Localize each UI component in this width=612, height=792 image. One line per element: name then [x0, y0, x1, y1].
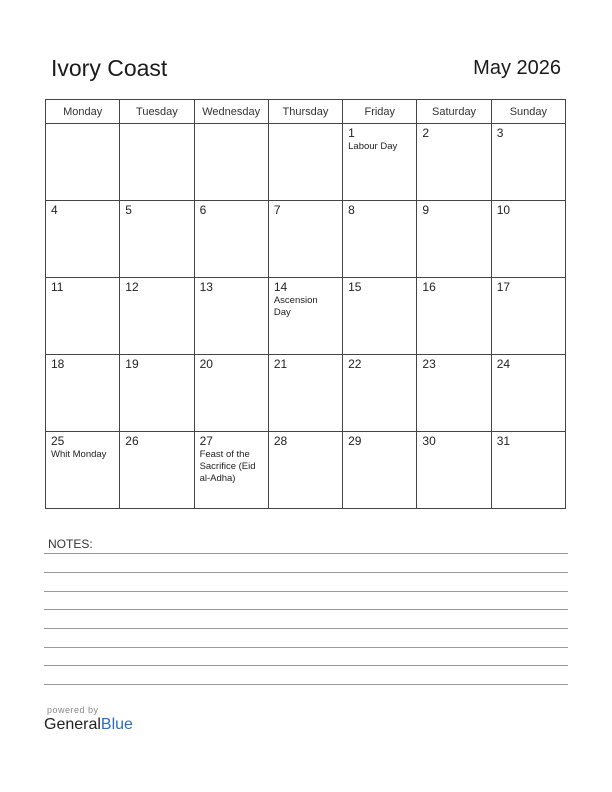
day-cell: [491, 278, 565, 355]
day-number: 25: [51, 434, 65, 448]
weekday-thursday: Thursday: [268, 100, 342, 124]
day-number: 7: [273, 203, 281, 217]
day-number: 22: [348, 357, 362, 371]
note-line: [44, 628, 568, 629]
note-line: [44, 553, 568, 554]
day-number: 17: [496, 280, 511, 294]
day-cell: [194, 355, 268, 432]
weekday-header-row: [46, 100, 566, 124]
note-line: [44, 572, 568, 573]
day-number: 19: [125, 357, 139, 371]
notes-label: NOTES:: [48, 537, 93, 551]
day-cell: [417, 432, 491, 509]
day-cell: [46, 432, 120, 509]
calendar-grid: [45, 99, 566, 509]
day-number: 8: [348, 203, 355, 217]
day-cell: [268, 278, 342, 355]
day-number: 24: [496, 357, 511, 371]
brand-blue: Blue: [100, 716, 133, 733]
day-number: 16: [422, 280, 436, 294]
weekday-wednesday: Wednesday: [194, 100, 268, 124]
powered-by-text: powered by: [47, 705, 99, 715]
day-number: 18: [51, 357, 65, 371]
day-cell: [268, 201, 342, 278]
day-number: 26: [125, 434, 139, 448]
weekday-friday: Friday: [343, 100, 417, 124]
day-number: 11: [51, 280, 64, 294]
note-line: [44, 684, 568, 685]
note-line: [44, 609, 568, 610]
day-number: 5: [125, 203, 132, 217]
week-row: [46, 124, 566, 201]
day-number: 1: [348, 126, 355, 140]
weekday-tuesday: Tuesday: [120, 100, 194, 124]
weekday-monday: Monday: [46, 100, 120, 124]
holiday-label: Ascension Day: [273, 295, 318, 318]
day-cell: [194, 124, 268, 201]
day-number: 29: [348, 434, 362, 448]
day-cell: [194, 201, 268, 278]
holiday-label: Whit Monday: [51, 449, 107, 460]
weekday-sunday: Sunday: [491, 100, 565, 124]
day-cell: [120, 355, 194, 432]
day-number: 20: [199, 357, 213, 371]
day-number: 21: [273, 357, 288, 371]
day-cell: [491, 432, 565, 509]
day-number: 4: [51, 203, 58, 217]
day-cell: [417, 201, 491, 278]
day-cell: [46, 278, 120, 355]
day-cell: [120, 124, 194, 201]
day-cell: [491, 355, 565, 432]
day-cell: [46, 124, 120, 201]
day-number: 10: [496, 203, 511, 217]
week-row: [46, 355, 566, 432]
day-number: 14: [273, 280, 288, 294]
day-number: 6: [199, 203, 207, 217]
day-cell: [194, 432, 268, 509]
holiday-label: Feast of the Sacrifice (Eid al-Adha): [199, 449, 256, 484]
day-number: 12: [125, 280, 139, 294]
day-cell: [343, 201, 417, 278]
week-row: [46, 432, 566, 509]
day-number: 23: [422, 357, 436, 371]
note-line: [44, 647, 568, 648]
note-line: [44, 665, 568, 666]
day-number: 30: [422, 434, 436, 448]
month-title: May 2026: [473, 57, 561, 79]
day-cell: [46, 201, 120, 278]
brand-logo: [44, 716, 133, 734]
day-number: 15: [348, 280, 362, 294]
day-cell: [491, 124, 565, 201]
day-number: 9: [422, 203, 430, 217]
day-cell: [268, 432, 342, 509]
note-line: [44, 591, 568, 592]
brand-general: General: [44, 716, 101, 733]
day-cell: [343, 124, 417, 201]
day-cell: [120, 201, 194, 278]
day-cell: [194, 278, 268, 355]
weekday-saturday: Saturday: [417, 100, 491, 124]
day-cell: [343, 355, 417, 432]
day-number: 3: [496, 126, 504, 140]
day-number: 28: [273, 434, 288, 448]
day-cell: [120, 278, 194, 355]
day-cell: [491, 201, 565, 278]
holiday-label: Labour Day: [348, 141, 398, 152]
day-cell: [343, 432, 417, 509]
day-cell: [268, 124, 342, 201]
day-cell: [46, 355, 120, 432]
day-cell: [343, 278, 417, 355]
day-number: 27: [199, 434, 213, 448]
day-cell: [417, 278, 491, 355]
day-cell: [417, 124, 491, 201]
week-row: [46, 201, 566, 278]
day-cell: [417, 355, 491, 432]
day-number: 31: [496, 434, 511, 448]
day-cell: [268, 355, 342, 432]
country-title: Ivory Coast: [51, 55, 168, 81]
day-number: 13: [199, 280, 213, 294]
day-cell: [120, 432, 194, 509]
week-row: [46, 278, 566, 355]
day-number: 2: [422, 126, 430, 140]
